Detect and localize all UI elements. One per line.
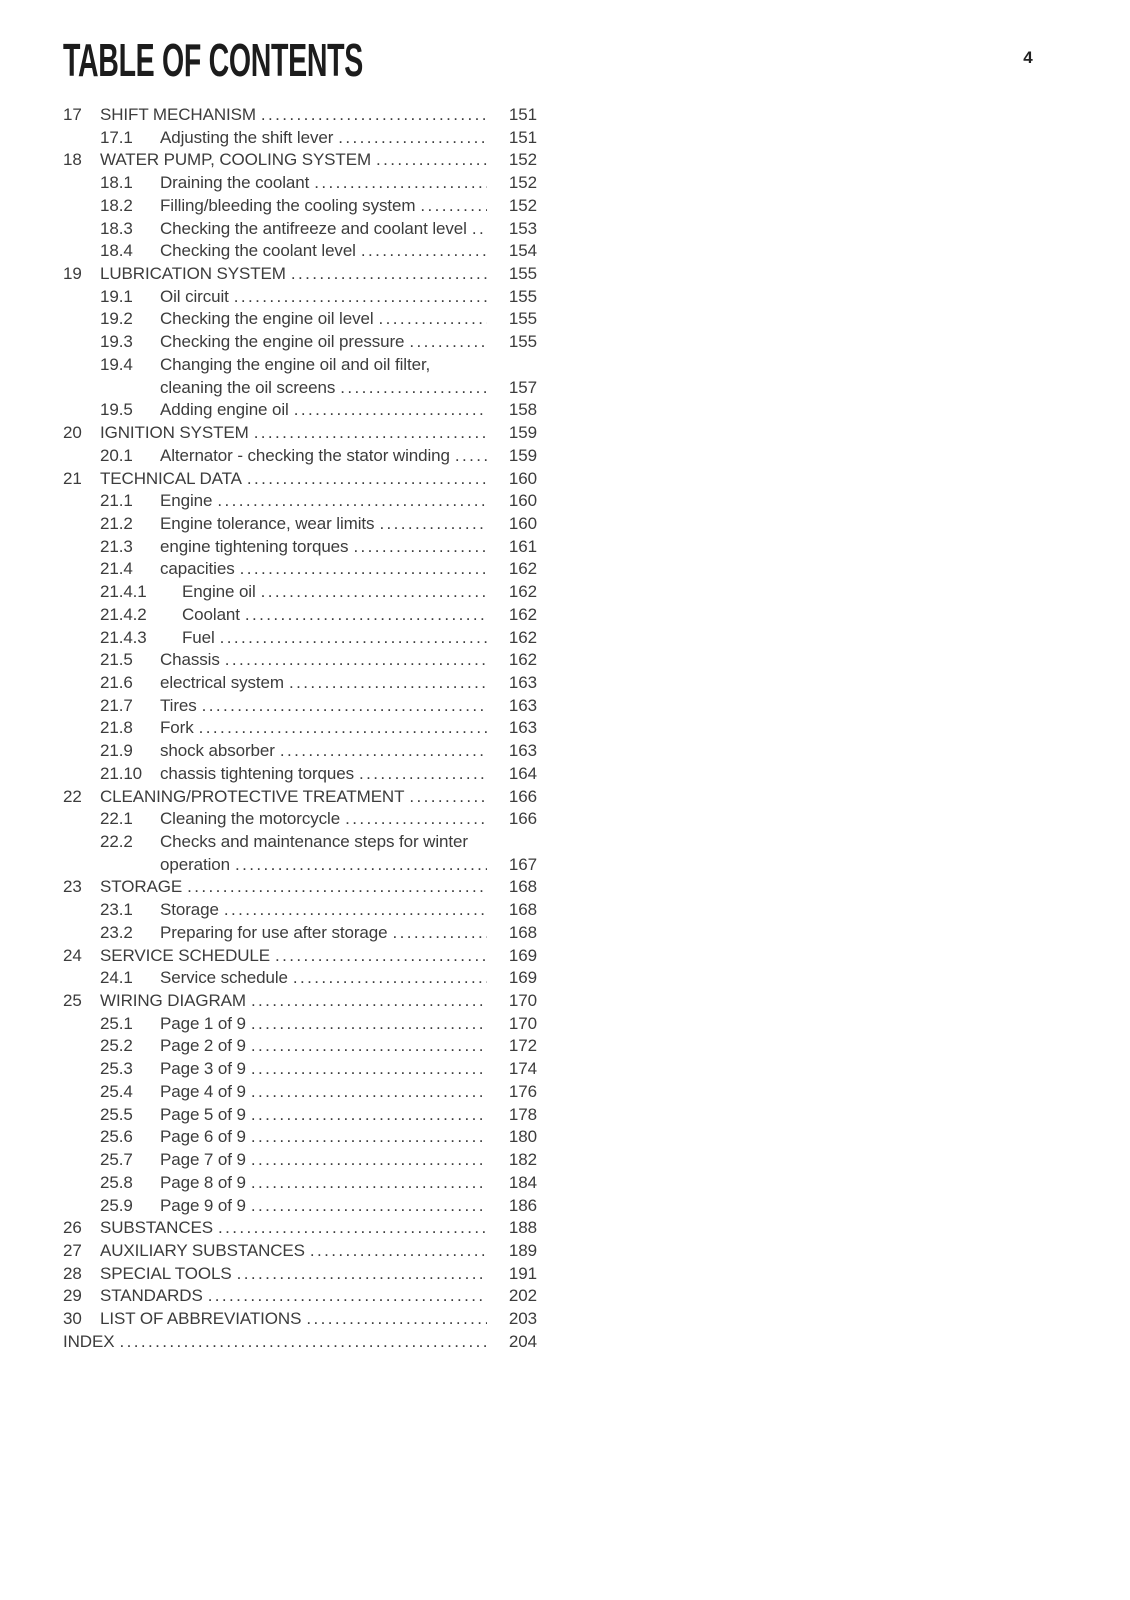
toc-entry-number: 21.4.2 <box>100 604 147 624</box>
toc-entry <box>63 513 537 536</box>
toc-entry <box>63 331 537 354</box>
toc-entry-number: 22.2 <box>100 832 133 851</box>
dot-leader <box>251 990 487 1013</box>
toc-entry-page: 162 <box>508 650 537 670</box>
toc-entry-title: Checking the engine oil pressure <box>160 332 405 352</box>
toc-entry <box>63 263 537 286</box>
page-number: 4 <box>1023 48 1033 67</box>
toc-entry-title: STORAGE <box>100 877 183 897</box>
toc-entry-number: 18.4 <box>100 241 133 261</box>
toc-entry-title: Chassis <box>160 650 220 670</box>
toc-entry-number: 21.7 <box>100 695 133 715</box>
page-title: TABLE OF CONTENTS <box>63 34 363 86</box>
toc-entry <box>63 1172 537 1195</box>
toc-entry-page: 153 <box>508 218 537 238</box>
toc-entry <box>63 399 537 422</box>
toc-entry-page: 163 <box>508 718 537 738</box>
toc-entry-number: 23 <box>63 877 82 897</box>
toc-entry-number: 19.1 <box>100 286 133 306</box>
dot-leader <box>251 1195 487 1218</box>
toc-entry-title: Fork <box>160 718 194 738</box>
dot-leader <box>217 490 487 513</box>
toc-entry-number: 25.2 <box>100 1036 133 1056</box>
toc-entry-page: 169 <box>508 968 537 988</box>
toc-entry <box>63 967 537 990</box>
toc-entry-title: Page 7 of 9 <box>160 1150 246 1170</box>
dot-leader <box>455 445 487 468</box>
toc-entry-title: INDEX <box>63 1331 115 1351</box>
toc-entry-page: 170 <box>508 991 537 1011</box>
toc-entry <box>63 717 537 740</box>
toc-entry-title: SERVICE SCHEDULE <box>100 945 271 965</box>
toc-entry-page: 163 <box>508 741 537 761</box>
toc-entry-number: 25 <box>63 991 82 1011</box>
toc-entry <box>63 649 537 672</box>
toc-entry-title: cleaning the oil screens <box>160 377 336 397</box>
dot-leader <box>224 899 487 922</box>
toc-entry-page: 168 <box>508 922 537 942</box>
toc-entry <box>63 308 537 331</box>
toc-entry <box>63 127 537 150</box>
toc-entry-page: 159 <box>508 445 537 465</box>
toc-entry-number: 21 <box>63 468 82 488</box>
dot-leader <box>379 308 487 331</box>
dot-leader <box>251 1013 487 1036</box>
toc-entry <box>63 990 537 1013</box>
toc-entry-title: Alternator - checking the stator winding <box>160 445 450 465</box>
toc-entry-page: 172 <box>508 1036 537 1056</box>
toc-entry-title: Page 8 of 9 <box>160 1172 246 1192</box>
toc-entry-page: 154 <box>508 241 537 261</box>
dot-leader <box>472 218 487 241</box>
toc-entry-number: 23.2 <box>100 922 133 942</box>
toc-entry <box>63 763 537 786</box>
toc-entry-page: 176 <box>508 1081 537 1101</box>
toc-entry-number: 19.3 <box>100 332 133 352</box>
toc-entry-title: WATER PUMP, COOLING SYSTEM <box>100 150 372 170</box>
toc-entry-title: engine tightening torques <box>160 536 349 556</box>
dot-leader <box>235 854 487 877</box>
toc-entry-title: Tires <box>160 695 197 715</box>
toc-entry-number: 19 <box>63 264 82 284</box>
toc-entry <box>63 490 537 513</box>
toc-entry-number: 23.1 <box>100 900 133 920</box>
toc-entry-title: Checks and maintenance steps for winter <box>160 832 468 851</box>
dot-leader <box>314 172 487 195</box>
toc-entry <box>63 922 537 945</box>
toc-entry-title: TECHNICAL DATA <box>100 468 242 488</box>
toc-entry-number: 19.2 <box>100 309 133 329</box>
toc-entry-number: 26 <box>63 1218 82 1238</box>
toc-entry-number: 21.9 <box>100 741 133 761</box>
toc-entry-number: 25.7 <box>100 1150 133 1170</box>
toc-entry <box>63 695 537 718</box>
dot-leader <box>220 627 487 650</box>
toc-entry-title: LUBRICATION SYSTEM <box>100 264 286 284</box>
toc-entry-number: 19.5 <box>100 400 133 420</box>
toc-entry-title: Preparing for use after storage <box>160 922 388 942</box>
toc-entry <box>63 468 537 491</box>
toc-entry <box>63 1035 537 1058</box>
toc-entry-page: 151 <box>508 105 537 124</box>
dot-leader <box>280 740 487 763</box>
dot-leader <box>187 876 487 899</box>
toc-entry-title: Page 1 of 9 <box>160 1013 246 1033</box>
toc-entry-number: 29 <box>63 1286 82 1306</box>
dot-leader <box>251 1149 487 1172</box>
toc-entry <box>63 627 537 650</box>
toc-entry <box>63 1104 537 1127</box>
toc-entry-number: 30 <box>63 1309 82 1329</box>
toc-entry <box>63 899 537 922</box>
dot-leader <box>345 808 487 831</box>
toc-entry-number: 20.1 <box>100 445 133 465</box>
toc-entry-title: SPECIAL TOOLS <box>100 1263 232 1283</box>
toc-entry-page: 163 <box>508 672 537 692</box>
dot-leader <box>119 1331 487 1354</box>
toc-entry-page: 182 <box>508 1150 537 1170</box>
toc-entry-page: 162 <box>508 627 537 647</box>
toc-entry-page: 162 <box>508 604 537 624</box>
dot-leader <box>361 240 487 263</box>
dot-leader <box>251 1058 487 1081</box>
dot-leader <box>234 286 487 309</box>
toc-entry-title: Engine <box>160 491 213 511</box>
toc-entry-title: Draining the coolant <box>160 173 310 193</box>
toc-entry-number: 18.1 <box>100 173 133 193</box>
toc-entry <box>63 286 537 309</box>
toc-entry <box>63 1013 537 1036</box>
toc-entry-title: operation <box>160 854 230 874</box>
toc-entry-number: 25.4 <box>100 1081 133 1101</box>
toc-entry-title: Page 3 of 9 <box>160 1059 246 1079</box>
dot-leader <box>251 1081 487 1104</box>
toc-entry-title: Fuel <box>182 627 215 647</box>
toc-entry-page: 178 <box>508 1104 537 1124</box>
toc-entry <box>63 945 537 968</box>
toc-entry-title: AUXILIARY SUBSTANCES <box>100 1240 305 1260</box>
toc-entry <box>63 422 537 445</box>
dot-leader <box>359 763 487 786</box>
toc-entry-number: 21.3 <box>100 536 133 556</box>
toc-entry-page: 152 <box>508 195 537 215</box>
toc-entry-number: 19.4 <box>100 354 133 374</box>
toc-entry-title: SHIFT MECHANISM <box>100 105 256 124</box>
toc-entry-page: 155 <box>508 309 537 329</box>
toc-entry <box>63 1217 537 1240</box>
dot-leader <box>289 672 487 695</box>
toc-entry <box>63 1240 537 1263</box>
toc-entry-page: 180 <box>508 1127 537 1147</box>
dot-leader <box>199 717 487 740</box>
toc-entry <box>63 377 537 400</box>
toc-entry-title: Page 9 of 9 <box>160 1195 246 1215</box>
toc-entry-title: Checking the antifreeze and coolant level <box>160 218 467 238</box>
toc-entry <box>63 831 537 854</box>
toc-entry-page: 160 <box>508 468 537 488</box>
toc-entry-page: 152 <box>508 150 537 170</box>
toc-entry <box>63 808 537 831</box>
toc-entry-title: Page 6 of 9 <box>160 1127 246 1147</box>
toc-entry-page: 170 <box>508 1013 537 1033</box>
toc-entry-title: SUBSTANCES <box>100 1218 213 1238</box>
toc-entry-title: Engine oil <box>182 582 256 602</box>
toc-entry-page: 164 <box>508 763 537 783</box>
toc-entry-number: 21.4.3 <box>100 627 147 647</box>
dot-leader <box>294 399 487 422</box>
dot-leader <box>310 1240 487 1263</box>
toc-entry-title: Filling/bleeding the cooling system <box>160 195 416 215</box>
toc-entry-page: 152 <box>508 173 537 193</box>
toc-entry <box>63 672 537 695</box>
toc-entry-page: 155 <box>508 264 537 284</box>
toc-entry-number: 22.1 <box>100 809 133 829</box>
toc-entry <box>63 604 537 627</box>
toc-entry <box>63 240 537 263</box>
toc-entry <box>63 1149 537 1172</box>
toc-entry-number: 21.6 <box>100 672 133 692</box>
toc-entry-page: 160 <box>508 513 537 533</box>
toc-entry <box>63 536 537 559</box>
toc-entry-page: 168 <box>508 877 537 897</box>
toc-entry-page: 168 <box>508 900 537 920</box>
toc-entry-number: 22 <box>63 786 82 806</box>
toc-entry <box>63 876 537 899</box>
toc-entry <box>63 740 537 763</box>
toc-entry-title: CLEANING/PROTECTIVE TREATMENT <box>100 786 405 806</box>
dot-leader <box>237 1263 487 1286</box>
toc-entry-number: 18 <box>63 150 82 170</box>
toc-entry-title: Oil circuit <box>160 286 229 306</box>
toc-entry-title: LIST OF ABBREVIATIONS <box>100 1309 302 1329</box>
dot-leader <box>251 1126 487 1149</box>
toc-entry-page: 155 <box>508 332 537 352</box>
toc-entry-number: 27 <box>63 1240 82 1260</box>
dot-leader <box>251 1104 487 1127</box>
dot-leader <box>376 149 487 172</box>
toc-entry <box>63 172 537 195</box>
toc-entry-title: WIRING DIAGRAM <box>100 991 246 1011</box>
toc-entry <box>63 1331 537 1354</box>
dot-leader <box>409 331 487 354</box>
toc-entry-page: 157 <box>508 377 537 397</box>
toc-entry <box>63 558 537 581</box>
toc-entry-number: 17 <box>63 105 82 124</box>
toc-entry-title: Engine tolerance, wear limits <box>160 513 375 533</box>
toc-entry <box>63 1263 537 1286</box>
toc-entry-title: Checking the engine oil level <box>160 309 374 329</box>
dot-leader <box>392 922 487 945</box>
toc-entry-page: 202 <box>508 1286 537 1306</box>
dot-leader <box>245 604 487 627</box>
toc-entry-page: 161 <box>508 536 537 556</box>
toc-entry <box>63 1126 537 1149</box>
toc-entry-title: Cleaning the motorcycle <box>160 809 341 829</box>
toc-entry-number: 20 <box>63 423 82 443</box>
dot-leader <box>291 263 487 286</box>
dot-leader <box>254 422 487 445</box>
toc-entry-title: chassis tightening torques <box>160 763 354 783</box>
toc-entry-number: 25.6 <box>100 1127 133 1147</box>
toc-entry-page: 189 <box>508 1240 537 1260</box>
toc-entry-title: shock absorber <box>160 741 275 761</box>
dot-leader <box>306 1308 487 1331</box>
toc-entry-page: 204 <box>508 1331 537 1351</box>
toc-entry-title: Adjusting the shift lever <box>160 127 334 147</box>
dot-leader <box>275 945 487 968</box>
toc-entry-title: electrical system <box>160 672 284 692</box>
toc-entry <box>63 149 537 172</box>
toc-list <box>63 104 537 1354</box>
dot-leader <box>409 786 487 809</box>
dot-leader <box>218 1217 487 1240</box>
toc-entry-title: Checking the coolant level <box>160 241 356 261</box>
toc-entry-page: 162 <box>508 582 537 602</box>
toc-entry <box>63 1058 537 1081</box>
toc-entry <box>63 581 537 604</box>
toc-entry-title: Changing the engine oil and oil filter, <box>160 354 431 374</box>
dot-leader <box>353 536 487 559</box>
toc-entry-number: 25.1 <box>100 1013 133 1033</box>
toc-entry <box>63 354 537 377</box>
toc-entry-title: Storage <box>160 900 219 920</box>
toc-entry <box>63 854 537 877</box>
toc-entry-page: 166 <box>508 809 537 829</box>
toc-entry-page: 203 <box>508 1309 537 1329</box>
toc-entry-page: 159 <box>508 423 537 443</box>
toc-entry-number: 25.8 <box>100 1172 133 1192</box>
toc-entry <box>63 1308 537 1331</box>
dot-leader <box>379 513 487 536</box>
toc-entry-page: 163 <box>508 695 537 715</box>
toc-entry-number: 21.10 <box>100 763 143 783</box>
toc-entry-number: 18.2 <box>100 195 133 215</box>
toc-entry <box>63 1285 537 1308</box>
toc-entry <box>63 218 537 241</box>
toc-entry-number: 25.9 <box>100 1195 133 1215</box>
toc-entry-page: 162 <box>508 559 537 579</box>
toc-entry-page: 158 <box>508 400 537 420</box>
toc-entry-page: 166 <box>508 786 537 806</box>
toc-entry-title: Coolant <box>182 604 240 624</box>
toc-entry-number: 21.8 <box>100 718 133 738</box>
toc-entry-title: Page 2 of 9 <box>160 1036 246 1056</box>
toc-entry-page: 174 <box>508 1059 537 1079</box>
toc-entry-title: Adding engine oil <box>160 400 289 420</box>
toc-entry-title: Service schedule <box>160 968 288 988</box>
toc-entry-title: Page 4 of 9 <box>160 1081 246 1101</box>
toc-entry-title: IGNITION SYSTEM <box>100 423 249 443</box>
dot-leader <box>293 967 487 990</box>
toc-entry-title: Page 5 of 9 <box>160 1104 246 1124</box>
toc-entry-number: 25.5 <box>100 1104 133 1124</box>
dot-leader <box>240 558 487 581</box>
dot-leader <box>338 127 487 150</box>
toc-entry-page: 155 <box>508 286 537 306</box>
dot-leader <box>340 377 487 400</box>
toc-entry <box>63 786 537 809</box>
toc-entry-number: 21.2 <box>100 513 133 533</box>
dot-leader <box>251 1035 487 1058</box>
toc-entry-number: 21.4.1 <box>100 582 147 602</box>
toc-entry <box>63 195 537 218</box>
toc-entry <box>63 104 537 127</box>
toc-entry-number: 21.4 <box>100 559 133 579</box>
toc-entry-page: 151 <box>508 127 537 147</box>
toc-entry-number: 25.3 <box>100 1059 133 1079</box>
toc-entry-page: 188 <box>508 1218 537 1238</box>
toc-entry-title: capacities <box>160 559 235 579</box>
toc-entry-number: 24.1 <box>100 968 133 988</box>
dot-leader <box>420 195 487 218</box>
dot-leader <box>225 649 487 672</box>
toc-entry-number: 18.3 <box>100 218 133 238</box>
toc-entry <box>63 1081 537 1104</box>
toc-entry-page: 191 <box>508 1263 537 1283</box>
toc-entry-number: 24 <box>63 945 82 965</box>
toc-entry-number: 17.1 <box>100 127 133 147</box>
dot-leader <box>261 104 487 127</box>
toc-entry <box>63 1195 537 1218</box>
toc-entry-title: STANDARDS <box>100 1286 203 1306</box>
toc-entry-number: 21.1 <box>100 491 133 511</box>
toc-entry-page: 169 <box>508 945 537 965</box>
toc-entry-number: 21.5 <box>100 650 133 670</box>
toc-entry-page: 184 <box>508 1172 537 1192</box>
dot-leader <box>202 695 487 718</box>
dot-leader <box>261 581 487 604</box>
toc-entry-page: 167 <box>508 854 537 874</box>
dot-leader <box>208 1285 487 1308</box>
toc-entry-page: 186 <box>508 1195 537 1215</box>
toc-entry <box>63 445 537 468</box>
toc-entry-page: 160 <box>508 491 537 511</box>
toc-entry-number: 28 <box>63 1263 82 1283</box>
dot-leader <box>251 1172 487 1195</box>
dot-leader <box>247 468 487 491</box>
